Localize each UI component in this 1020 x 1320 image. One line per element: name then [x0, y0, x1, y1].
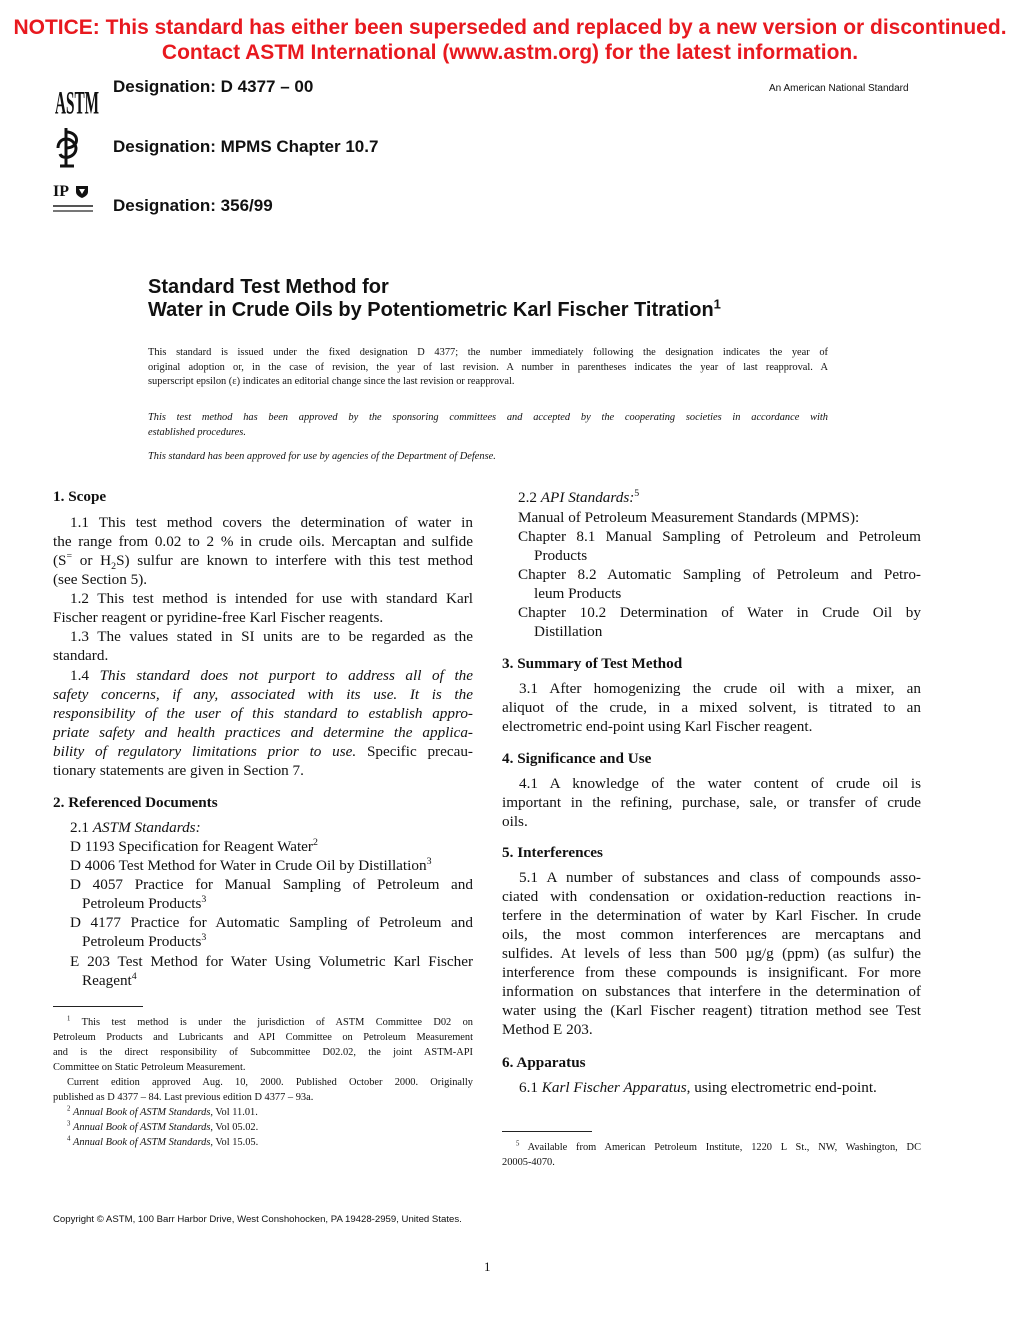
- scope-1-4: 1.4 This standard does not purport to address all of the safety concerns, if any, associated with its use. It is the responsibility of the user of this standard to establish appro- priate safety and health practices and determine the applica- bility of regulatory limitations prior to use. Specific precau- tionary statements are given in Section 7.: [53, 667, 474, 779]
- title-line-2: Water in Crude Oils by Potentiometric Karl Fischer Titration$^1$: [148, 296, 721, 321]
- designation-astm: Designation: D 4377 – 00: [113, 77, 314, 96]
- designation-ip: Designation: 356/99: [113, 196, 273, 215]
- dod-statement: This standard has been approved for use by agencies of the Department of Defense.: [148, 451, 496, 462]
- footnote-rule-right: [502, 1131, 592, 1132]
- section-apparatus-heading: 6. Apparatus: [502, 1054, 586, 1071]
- title-line-1: Standard Test Method for: [148, 276, 389, 298]
- designation-mpms: Designation: MPMS Chapter 10.7: [113, 137, 379, 156]
- section-interferences-heading: 5. Interferences: [502, 844, 603, 861]
- mpms-manual: Manual of Petroleum Measurement Standards (MPMS):: [518, 509, 860, 526]
- astm-logo: [52, 76, 102, 120]
- page-number: 1: [484, 1259, 491, 1274]
- scope-1-3: 1.3 The values stated in SI units are to be regarded as the standard.: [53, 628, 473, 664]
- scope-1-1: 1.1 This test method covers the determination of water in the range from 0.02 to 2 % in crude oils. Mercaptan and sulfide (S= or $H_2S$) sulfur are known to interfere with this test method (see Section 5).: [53, 514, 474, 588]
- significance-4-1: 4.1 A knowledge of the water content of crude oil is important in the refining, purchase, sale, or transfer of crude oils.: [502, 775, 921, 830]
- footnote-1: $^1$ This test method is under the jurisdiction of ASTM Committee D02 on Petroleum Products and Lubricants and API Committee on Petroleum Measurement and is the direct responsibility of Subcommittee D02.02, the joint ASTM-API Committee on Static Petroleum Measurement. Current edition approved Aug. 10, 2000. Published October 2000. Originally published as D 4377 – 84. Last previous edition D 4377 – 93a. $^2$ Annual Book of ASTM Standards, Vol 11.01. $^3$ Annual Book of ASTM Standards, Vol 05.02. $^4$ Annual Book of ASTM Standards, Vol 15.05.: [53, 1015, 473, 1148]
- ref-chapter-10-2: Chapter 10.2 Determination of Water in Crude Oil by Distillation: [518, 604, 921, 640]
- title-footnote-ref: 1: [713, 296, 721, 312]
- section-refs-heading: 2. Referenced Documents: [53, 794, 218, 811]
- interferences-5-1: 5.1 A number of substances and class of compounds asso- ciated with condensation or oxidation-reduction reactions in- terfere in the determination of water by Karl Fischer. In crude oils, the most common interferences are mercaptans and sulfides. At levels of less than 500 µg/g (ppm) (as sulfur) the interference from these compounds is insignificant. For more information on substances that interfere in the determination of water using the (Karl Fischer reagent) titration method see Test Method E 203.: [502, 869, 921, 1038]
- api-standards-label: 2.2 API Standards:$^5$: [518, 487, 640, 506]
- issue-statement: This standard is issued under the fixed designation D 4377; the number immediately following the designation indicates the year of original adoption or, in the case of revision, the year of last revision. A number in parentheses indicates the year of last reapproval. A superscript epsilon (ε) indicates an editorial change since the last revision or reapproval.: [148, 347, 828, 388]
- ip-logo: [53, 183, 95, 219]
- ip-logo-text: IP: [53, 183, 69, 200]
- approval-statement: This test method has been approved by the sponsoring committees and accepted by the cooperating societies in accordance with established procedures.: [148, 412, 828, 438]
- section-summary-heading: 3. Summary of Test Method: [502, 655, 683, 672]
- ref-d4006: D 4006 Test Method for Water in Crude Oil by Distillation$^3$: [70, 855, 432, 874]
- api-logo: [54, 126, 84, 168]
- astm-standards-label: 2.1 ASTM Standards:: [70, 819, 201, 836]
- american-national-standard: An American National Standard: [769, 83, 909, 94]
- apparatus-6-1: 6.1 Karl Fischer Apparatus, using electrometric end-point.: [519, 1079, 877, 1096]
- ref-d4057: D 4057 Practice for Manual Sampling of Petroleum and Petroleum Products$^3$: [70, 876, 473, 912]
- ref-chapter-8-2: Chapter 8.2 Automatic Sampling of Petroleum and Petro- leum Products: [518, 566, 921, 602]
- scope-1-2: 1.2 This test method is intended for use with standard Karl Fischer reagent or pyridine-free Karl Fischer reagents.: [53, 590, 473, 626]
- summary-3-1: 3.1 After homogenizing the crude oil with a mixer, an aliquot of the crude, in a mixed solvent, is titrated to an electrometric end-point using Karl Fischer reagent.: [502, 680, 921, 735]
- ref-d4177: D 4177 Practice for Automatic Sampling of Petroleum and Petroleum Products$^3$: [70, 914, 473, 950]
- ref-d1193: D 1193 Specification for Reagent Water$^2$: [70, 836, 318, 855]
- footnote-rule-left: [53, 1006, 143, 1007]
- notice-line-2: Contact ASTM International (www.astm.org) for the latest information.: [161, 41, 859, 64]
- section-significance-heading: 4. Significance and Use: [502, 750, 652, 767]
- section-scope-heading: 1. Scope: [53, 488, 107, 505]
- notice-line-1: NOTICE: This standard has either been superseded and replaced by a new version or discontinued.: [13, 16, 1007, 39]
- ref-e203: E 203 Test Method for Water Using Volumetric Karl Fischer Reagent$^4$: [70, 953, 473, 989]
- footnote-5: $^5$ Available from American Petroleum Institute, 1220 L St., NW, Washington, DC 20005-4070.: [502, 1140, 921, 1168]
- astm-logo-text: ASTM: [55, 84, 99, 121]
- copyright: Copyright © ASTM, 100 Barr Harbor Drive, West Conshohocken, PA 19428-2959, United States.: [53, 1214, 462, 1225]
- ref-chapter-8-1: Chapter 8.1 Manual Sampling of Petroleum and Petroleum Products: [518, 528, 921, 564]
